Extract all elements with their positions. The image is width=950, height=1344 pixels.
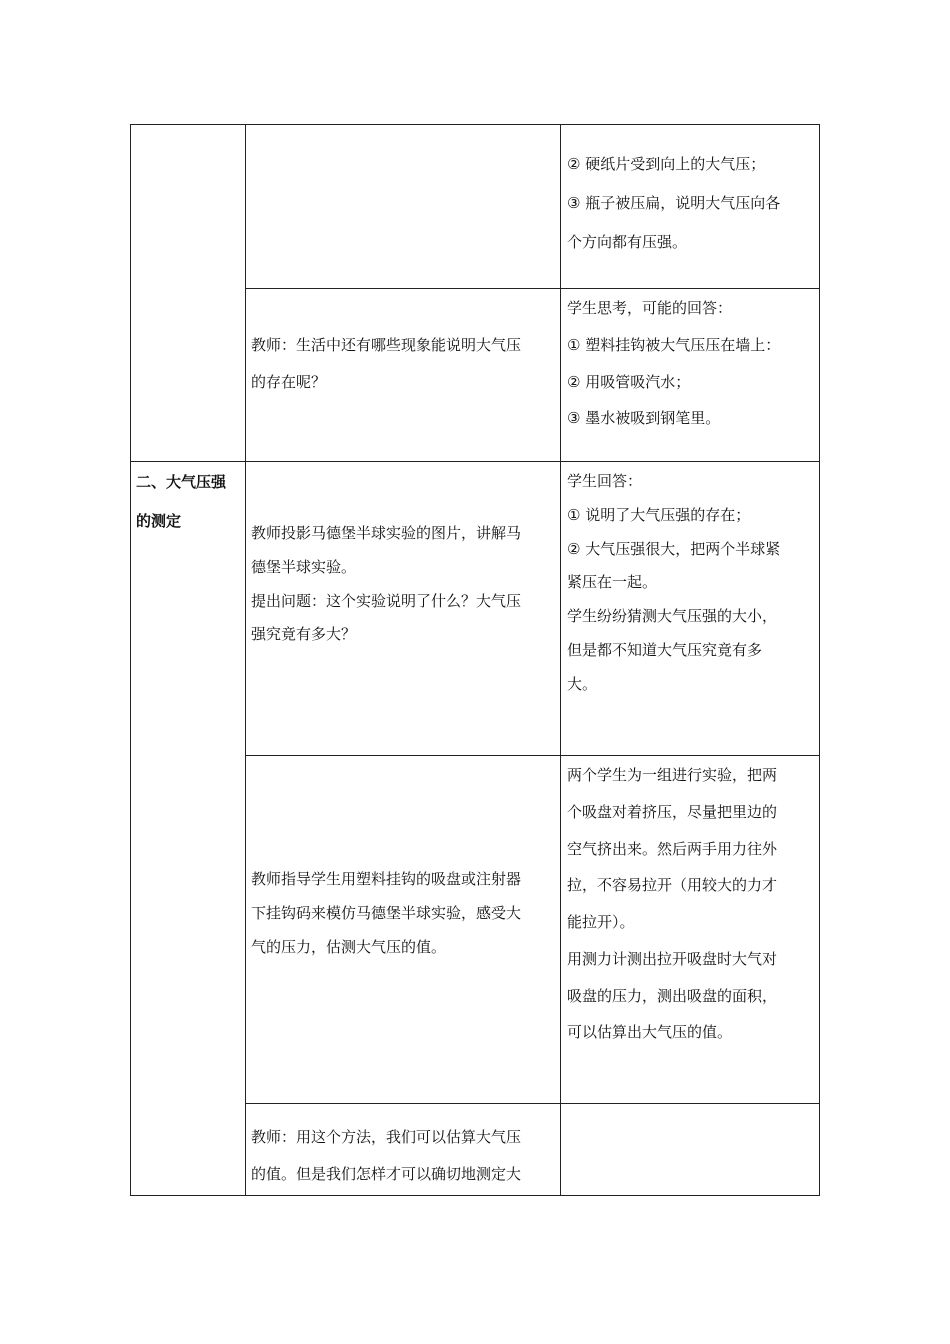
column-divider — [560, 125, 561, 1195]
section-heading-line: 的测定 — [136, 512, 182, 530]
row-divider — [245, 755, 819, 756]
teacher-cell-row2 — [251, 327, 556, 401]
student-cell-row2 — [567, 290, 817, 437]
teacher-line: 的存在呢？ — [251, 372, 327, 391]
student-line: 紧压在一起。 — [567, 573, 658, 592]
student-cell-row1 — [567, 145, 817, 262]
student-line: 个吸盘对着挤压，尽量把里边的 — [567, 802, 778, 821]
row-divider — [131, 461, 819, 462]
student-line: 学生回答： — [567, 472, 643, 490]
teacher-line: 的值。但是我们怎样才可以确切地测定大 — [251, 1164, 522, 1183]
lesson-table — [130, 124, 820, 1196]
student-line: ② 用吸管吸汽水； — [567, 372, 691, 391]
teacher-cell-row3 — [251, 517, 556, 652]
student-line: 能拉开）。 — [567, 913, 635, 931]
student-cell-row4 — [567, 757, 817, 1051]
student-line: 大。 — [567, 674, 598, 693]
student-line: 空气挤出来。然后两手用力往外 — [567, 839, 778, 858]
student-line: 个方向都有压强。 — [567, 233, 688, 251]
teacher-line: 德堡半球实验。 — [251, 557, 357, 576]
student-line: ① 塑料挂钩被大气压压在墙上： — [567, 335, 781, 354]
teacher-line: 强究竟有多大？ — [251, 625, 357, 644]
teacher-line: 下挂钩码来模仿马德堡半球实验，感受大 — [251, 903, 522, 922]
student-line: 用测力计测出拉开吸盘时大气对 — [567, 949, 778, 968]
teacher-line: 教师指导学生用塑料挂钩的吸盘或注射器 — [251, 870, 522, 888]
teacher-line: 教师：生活中还有哪些现象能说明大气压 — [251, 336, 522, 354]
teacher-line: 提出问题：这个实验说明了什么？大气压 — [251, 591, 522, 610]
student-line: 拉，不容易拉开（用较大的力才 — [567, 876, 778, 895]
teacher-line: 气的压力，估测大气压的值。 — [251, 937, 447, 956]
teacher-cell-row5 — [251, 1119, 556, 1193]
student-line: 两个学生为一组进行实验，把两 — [567, 766, 778, 784]
student-line: 但是都不知道大气压究竟有多 — [567, 640, 763, 659]
student-line: 可以估算出大气压的值。 — [567, 1023, 733, 1042]
column-divider — [245, 125, 246, 1195]
student-line: ③ 墨水被吸到钢笔里。 — [567, 409, 721, 428]
student-line: 学生思考，可能的回答： — [567, 299, 733, 317]
teacher-line: 教师：用这个方法，我们可以估算大气压 — [251, 1128, 522, 1146]
student-line: ② 大气压强很大，把两个半球紧 — [567, 539, 781, 558]
section-heading — [136, 463, 244, 541]
student-line: ③ 瓶子被压扁，说明大气压向各 — [567, 194, 781, 212]
student-line: ② 硬纸片受到向上的大气压； — [567, 155, 766, 173]
teacher-line: 教师投影马德堡半球实验的图片，讲解马 — [251, 524, 522, 542]
row-divider — [245, 288, 819, 289]
teacher-cell-row4 — [251, 863, 556, 964]
student-line: ① 说明了大气压强的存在； — [567, 505, 751, 524]
section-heading-line: 二、大气压强 — [136, 473, 227, 491]
student-cell-row3 — [567, 465, 817, 701]
student-line: 吸盘的压力，测出吸盘的面积， — [567, 986, 778, 1005]
row-divider — [245, 1103, 819, 1104]
student-line: 学生纷纷猜测大气压强的大小， — [567, 607, 778, 625]
